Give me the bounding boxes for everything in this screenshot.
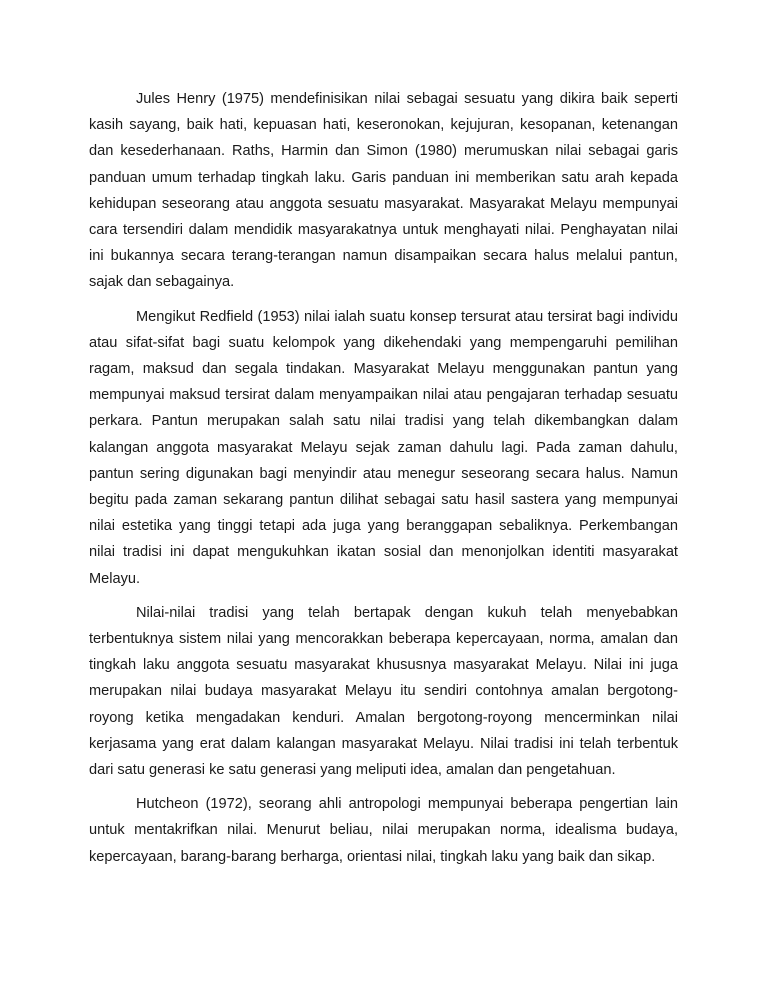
paragraph-jules-henry: Jules Henry (1975) mendefinisikan nilai sebagai sesuatu yang dikira baik seperti kasih sayang, baik hati, kepuasan hati, keseronokan, kejujuran, kesopanan, ketenangan dan kesederhanaan. Raths, Harmin dan Simon (1980) merumuskan nilai sebagai garis panduan umum terhadap tingkah laku. Garis panduan ini memberikan satu arah kepada kehidupan seseorang atau anggota sesuatu masyarakat. Masyarakat Melayu mempunyai cara tersendiri dalam mendidik masyarakatnya untuk menghayati nilai. Penghayatan nilai ini bukannya secara terang-terangan namun disampaikan secara halus melalui pantun, sajak dan sebagainya. [89, 91, 678, 291]
paragraph-hutcheon: Hutcheon (1972), seorang ahli antropologi mempunyai beberapa pengertian lain untuk mentakrifkan nilai. Menurut beliau, nilai merupakan norma, idealisma budaya, kepercayaan, barang-barang berharga, orientasi nilai, tingkah laku yang baik dan sikap. [89, 796, 678, 865]
document-page [89, 86, 678, 870]
paragraph-nilai-tradisi: Nilai-nilai tradisi yang telah bertapak dengan kukuh telah menyebabkan terbentuknya sistem nilai yang mencorakkan beberapa kepercayaan, norma, amalan dan tingkah laku anggota sesuatu masyarakat khususnya masyarakat Melayu. Nilai ini juga merupakan nilai budaya masyarakat Melayu itu sendiri contohnya amalan bergotong-royong ketika mengadakan kenduri. Amalan bergotong-royong mencerminkan nilai kerjasama yang erat dalam kalangan masyarakat Melayu. Nilai tradisi ini telah terbentuk dari satu generasi ke satu generasi yang meliputi idea, amalan dan pengetahuan. [89, 604, 678, 779]
paragraph-redfield: Mengikut Redfield (1953) nilai ialah suatu konsep tersurat atau tersirat bagi individu atau sifat-sifat bagi suatu kelompok yang dikehendaki yang mempengaruhi pemilihan ragam, maksud dan segala tindakan. Masyarakat Melayu menggunakan pantun yang mempunyai maksud tersirat dalam menyampaikan nilai atau pengajaran terhadap sesuatu perkara. Pantun merupakan salah satu nilai tradisi yang telah dikembangkan dalam kalangan anggota masyarakat Melayu sejak zaman dahulu lagi. Pada zaman dahulu, pantun sering digunakan bagi menyindir atau menegur seseorang secara halus. Namun begitu pada zaman sekarang pantun dilihat sebagai satu hasil sastera yang mempunyai nilai estetika yang tinggi tetapi ada juga yang beranggapan sebaliknya. Perkembangan nilai tradisi ini dapat mengukuhkan ikatan sosial dan menonjolkan identiti masyarakat Melayu. [89, 308, 678, 587]
